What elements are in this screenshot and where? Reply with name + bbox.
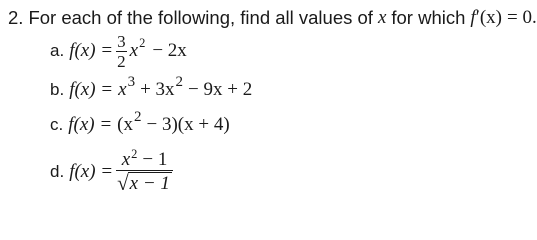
part-a-exponent: 2 xyxy=(139,35,146,50)
part-d-numerator xyxy=(121,147,169,171)
part-a-rest: − 2x xyxy=(152,40,187,61)
problem-text: For each of the following, find all values of xyxy=(28,7,373,28)
problem-text-2: for which xyxy=(391,7,466,28)
condition-function: f xyxy=(470,7,476,28)
part-a-label: a. xyxy=(50,41,65,60)
part-b-exponent-1: 3 xyxy=(127,73,136,90)
part-d-fraction xyxy=(116,147,173,195)
part-c-exponent: 2 xyxy=(134,108,142,125)
part-c-lhs: f(x) = xyxy=(68,114,113,135)
part-d-lhs: f(x) = xyxy=(69,161,114,182)
part-a-numerator: 3 xyxy=(117,31,126,51)
part-b-term-3: − 9x + 2 xyxy=(188,79,253,100)
part-b-term-1: x xyxy=(118,79,127,100)
condition-arg: (x) xyxy=(479,7,502,28)
part-d-denominator xyxy=(116,172,173,194)
condition-equals: = 0. xyxy=(507,7,537,28)
square-root-icon: √ xyxy=(117,170,129,195)
part-c-term-1: (x xyxy=(117,114,133,135)
part-d xyxy=(50,146,176,198)
part-d-radicand: x − 1 xyxy=(129,173,170,195)
part-b xyxy=(50,73,253,104)
part-c-term-2: − 3)(x + 4) xyxy=(146,114,230,135)
part-d-numerator-exponent: 2 xyxy=(131,147,138,162)
part-d-numerator-rest: − 1 xyxy=(142,149,168,171)
part-b-label: b. xyxy=(50,80,65,99)
part-a-lhs: f(x) = xyxy=(69,40,114,61)
part-d-label: d. xyxy=(50,162,65,181)
part-b-exponent-2: 2 xyxy=(175,73,184,90)
part-a xyxy=(50,31,187,71)
condition-prime: ′ xyxy=(475,7,480,28)
problem-number: 2. xyxy=(8,7,24,28)
part-b-term-2: + 3x xyxy=(140,79,175,100)
part-c-label: c. xyxy=(50,115,64,134)
part-d-numerator-x: x xyxy=(121,149,131,171)
part-c xyxy=(50,108,230,139)
part-b-lhs: f(x) = xyxy=(69,79,114,100)
part-a-fraction xyxy=(116,33,127,70)
part-a-denominator: 2 xyxy=(117,51,126,71)
part-a-x: x xyxy=(129,40,139,61)
problem-variable: x xyxy=(377,7,387,28)
problem-statement xyxy=(8,4,537,32)
